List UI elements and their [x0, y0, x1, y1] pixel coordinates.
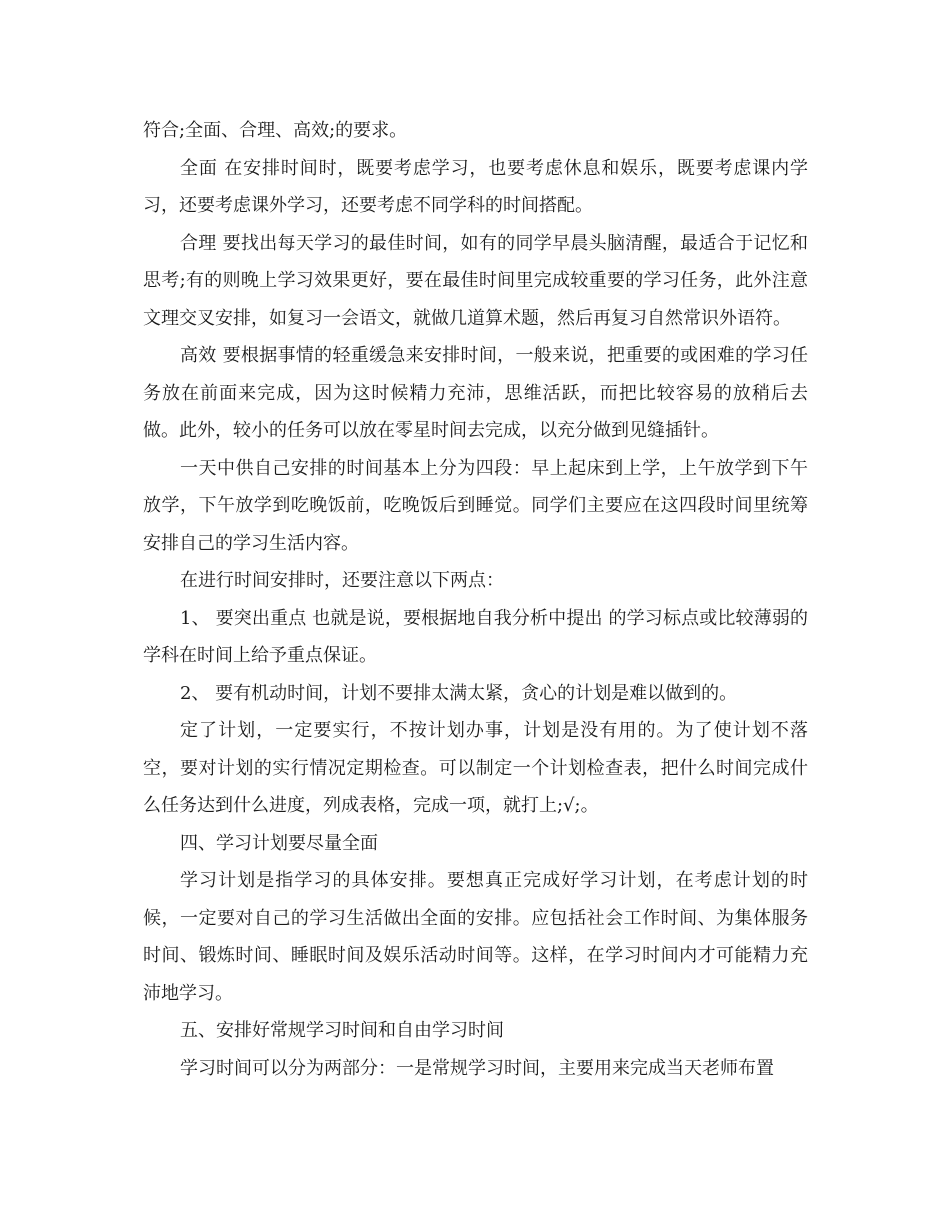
paragraph-4: 高效 要根据事情的轻重缓急来安排时间，一般来说，把重要的或困难的学习任务放在前面来完成，因为这时候精力充沛，思维活跃，而把比较容易的放稍后去做。此外，较小的任务可以放在零星时间去完成，以充分做到见缝插针。 — [143, 345, 808, 441]
section-heading-5: 五、安排好常规学习时间和自由学习时间 — [180, 1020, 504, 1041]
section-heading-4: 四、学习计划要尽量全面 — [180, 832, 378, 854]
document-page — [143, 112, 808, 1087]
paragraph-6: 在进行时间安排时，还要注意以下两点： — [180, 570, 504, 591]
paragraph-7: 1、 要突出重点 也就是说，要根据地自我分析中提出 的学习标点或比较薄弱的学科在时间上给予重点保证。 — [143, 607, 808, 666]
paragraph-11: 学习计划是指学习的具体安排。要想真正完成好学习计划，在考虑计划的时候，一定要对自己的学习生活做出全面的安排。应包括社会工作时间、为集体服务时间、锻炼时间、睡眠时间及娱乐活动时间等。这样，在学习时间内才可能精力充沛地学习。 — [143, 870, 808, 1004]
paragraph-1: 符合;全面、合理、高效;的要求。 — [143, 120, 408, 141]
paragraph-5: 一天中供自己安排的时间基本上分为四段：早上起床到上学，上午放学到下午放学，下午放学到吃晚饭前，吃晚饭后到睡觉。同学们主要应在这四段时间里统筹安排自己的学习生活内容。 — [143, 457, 808, 554]
paragraph-2: 全面 在安排时间时，既要考虑学习，也要考虑休息和娱乐，既要考虑课内学习，还要考虑课外学习，还要考虑不同学科的时间搭配。 — [143, 157, 808, 216]
paragraph-13: 学习时间可以分为两部分：一是常规学习时间，主要用来完成当天老师布置 — [180, 1057, 774, 1079]
paragraph-8: 2、 要有机动时间，计划不要排太满太紧，贪心的计划是难以做到的。 — [180, 682, 738, 704]
paragraph-3: 合理 要找出每天学习的最佳时间，如有的同学早晨头脑清醒，最适合于记忆和思考;有的则晚上学习效果更好，要在最佳时间里完成较重要的学习任务，此外注意文理交叉安排，如复习一会语文，就做几道算术题，然后再复习自然常识外语符。 — [143, 232, 808, 329]
paragraph-9: 定了计划，一定要实行，不按计划办事，计划是没有用的。为了使计划不落空，要对计划的实行情况定期检查。可以制定一个计划检查表，把什么时间完成什么任务达到什么进度，列成表格，完成一项，就打上;√;。 — [143, 720, 808, 816]
